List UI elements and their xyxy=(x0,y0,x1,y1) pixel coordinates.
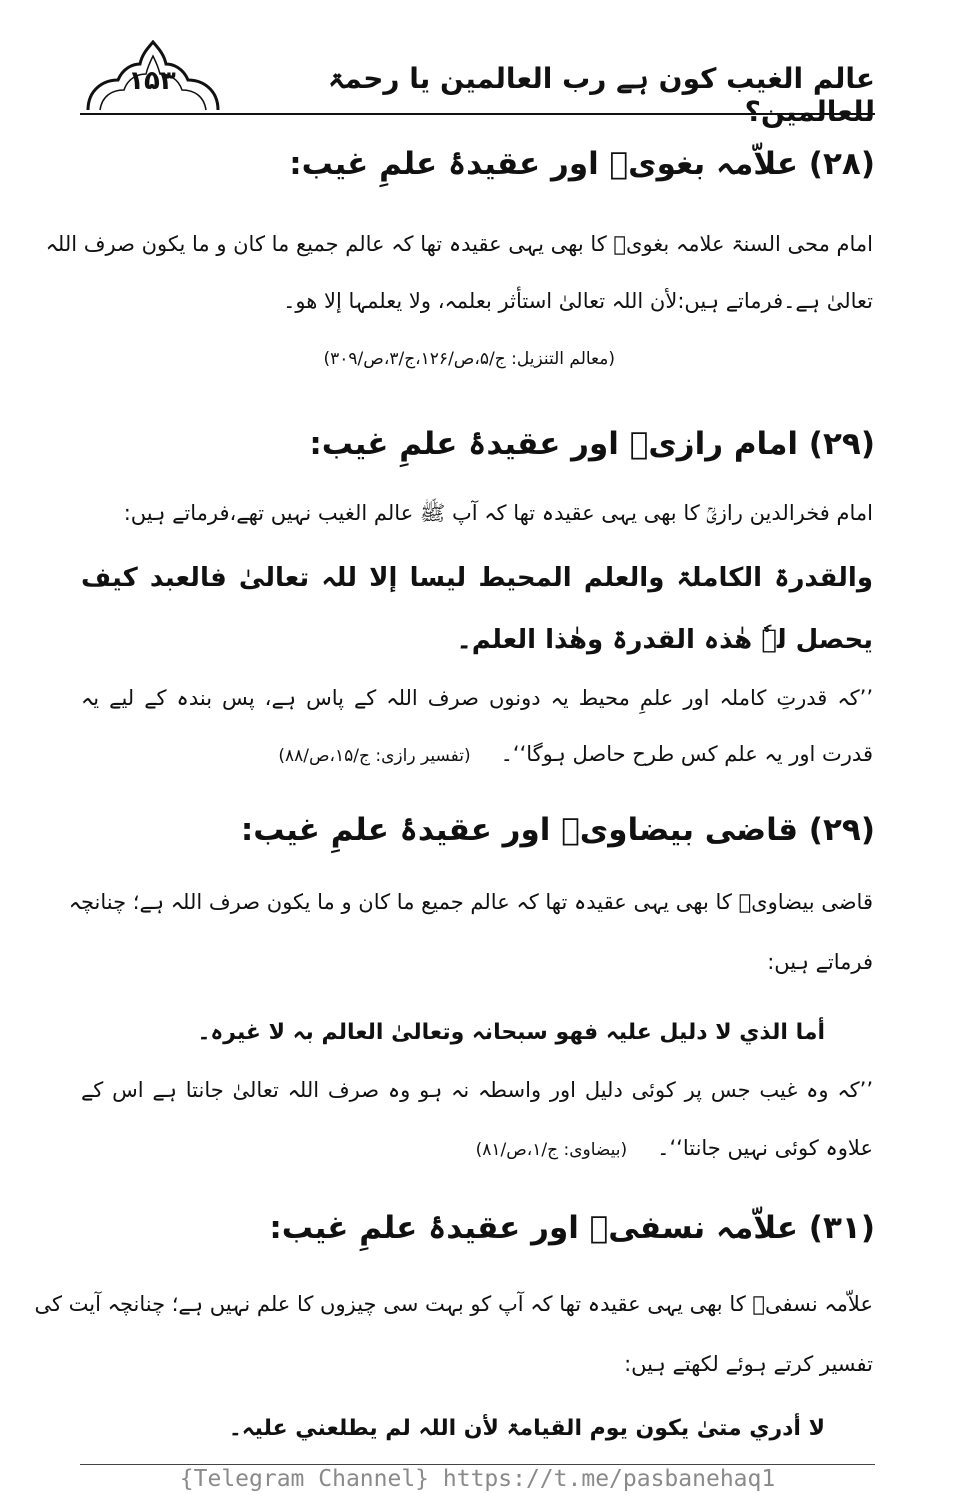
citation: (بیضاوی: ج/۱،ص/۸۱) xyxy=(475,1140,628,1160)
section-heading: (۲۹) امام رازیؒ اور عقیدۂ علمِ غیب: xyxy=(309,426,875,462)
paragraph-line: امام محی السنۃ علامہ بغویؒ کا بھی یہی عقیدہ تھا کہ عالم جمیع ما کان و ما یکون صرف اللہ xyxy=(45,232,873,256)
translation-line: ’’کہ قدرتِ کاملہ اور علمِ محیط یہ دونوں صرف اللہ کے پاس ہے، پس بندہ کے لیے یہ xyxy=(81,686,873,710)
translation-line xyxy=(81,742,873,766)
section-heading: (۲۹) قاضی بیضاویؒ اور عقیدۂ علمِ غیب: xyxy=(240,812,875,848)
paragraph-line: قاضی بیضاویؒ کا بھی یہی عقیدہ تھا کہ عالم جمیع ما کان و ما یکون صرف اللہ ہے؛ چنانچہ xyxy=(68,890,873,914)
translation-line xyxy=(81,1136,873,1160)
telegram-channel-link[interactable]: {Telegram Channel} https://t.me/pasbanehaq1 xyxy=(179,1466,776,1492)
paragraph-line: تعالیٰ ہے۔فرماتے ہیں:لأن اللہ تعالیٰ استأثر بعلمہ، ولا یعلمہا إلا ھو۔ xyxy=(283,289,873,313)
header-divider xyxy=(80,113,875,115)
paragraph-line: امام فخرالدین رازیؒ کا بھی یہی عقیدہ تھا کہ آپ ﷺ عالم الغیب نہیں تھے،فرماتے ہیں: xyxy=(123,501,873,525)
arabic-quote-line: یحصل لہٗ ھٰذہ القدرۃ وھٰذا العلم۔ xyxy=(456,625,873,655)
footer-divider xyxy=(80,1464,875,1465)
translation-line: ’’کہ وہ غیب جس پر کوئی دلیل اور واسطہ نہ ہو وہ صرف اللہ تعالیٰ جانتا ہے اس کے xyxy=(81,1078,873,1102)
arabic-quote-line: لا أدري متیٰ یکون یوم القیامۃ لأن اللہ لم یطلعني علیہ۔ xyxy=(228,1416,825,1441)
page-number: ۱۵۳ xyxy=(128,66,176,96)
arabic-quote-line: والقدرۃ الکاملۃ والعلم المحیط لیسا إلا للہ تعالیٰ فالعبد کیف xyxy=(81,563,873,593)
translation-line-text: علاوہ کوئی نہیں جانتا‘‘۔ xyxy=(657,1136,873,1160)
arabic-quote-line: أما الذي لا دلیل علیہ فھو سبحانہ وتعالیٰ العالم بہ لا غیرہ۔ xyxy=(197,1020,825,1045)
paragraph-line: فرماتے ہیں: xyxy=(767,950,873,974)
section-heading: (۲۸) علاّمہ بغویؒ اور عقیدۂ علمِ غیب: xyxy=(289,146,875,182)
running-header-title: عالم الغیب کون ہے رب العالمین یا رحمۃ للعالمین؟ xyxy=(328,62,875,128)
paragraph-line: تفسیر کرتے ہوئے لکھتے ہیں: xyxy=(624,1352,873,1376)
paragraph-line: علاّمہ نسفیؒ کا بھی یہی عقیدہ تھا کہ آپ کو بہت سی چیزوں کا علم نہیں ہے؛ چنانچہ آیت کی xyxy=(34,1292,873,1316)
citation: (معالم التنزیل: ج/۵،ص/۱۲۶،ج/۳،ص/۳۰۹) xyxy=(323,349,615,369)
section-heading: (۳۱) علاّمہ نسفیؒ اور عقیدۂ علمِ غیب: xyxy=(269,1210,875,1246)
translation-line-text: قدرت اور یہ علم کس طرح حاصل ہوگا‘‘۔ xyxy=(500,742,873,766)
citation: (تفسیر رازی: ج/۱۵،ص/۸۸) xyxy=(278,746,471,766)
